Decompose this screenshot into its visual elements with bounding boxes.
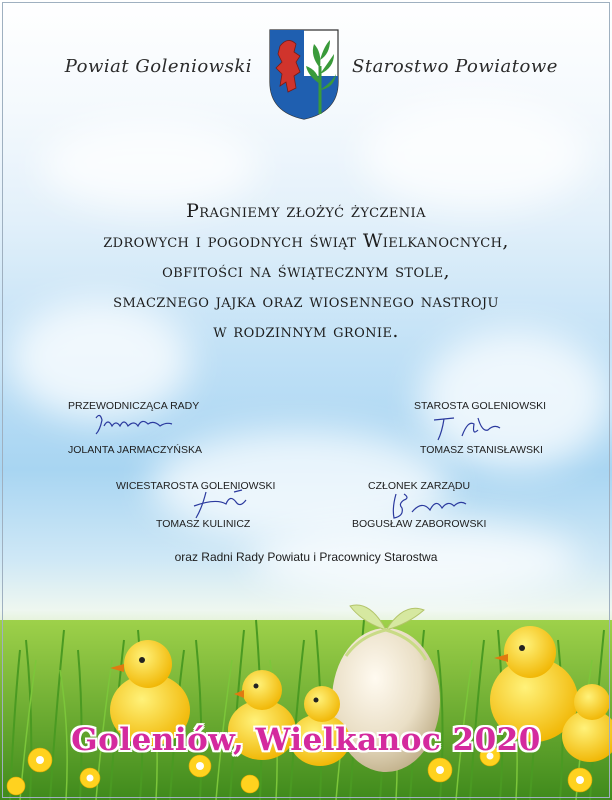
signature-name: TOMASZ KULINICZ <box>156 518 251 530</box>
signature-title: WICESTAROSTA GOLENIOWSKI <box>116 480 276 492</box>
signature-starosta <box>400 400 570 460</box>
signature-member <box>352 480 532 540</box>
greeting-line: obfitości na świątecznym stole, <box>162 260 450 282</box>
signature-chair <box>60 400 240 460</box>
signature-vice <box>116 480 306 540</box>
signature-title: CZŁONEK ZARZĄDU <box>368 480 471 492</box>
greeting-line: smacznego jajka oraz wiosennego nastroju <box>113 290 499 312</box>
greeting-text <box>20 196 592 346</box>
greeting-line: Pragniemy złożyć życzenia <box>186 200 426 222</box>
header-left-text: Powiat Goleniowski <box>64 56 252 77</box>
greeting-line: zdrowych i pogodnych świąt Wielkanocnych, <box>103 230 509 252</box>
handwritten-signature <box>428 410 518 446</box>
signature-name: JOLANTA JARMACZYŃSKA <box>68 444 202 456</box>
signature-title: STAROSTA GOLENIOWSKI <box>414 400 547 412</box>
closing-line: oraz Radni Rady Powiatu i Pracownicy Starostwa <box>174 550 438 564</box>
handwritten-signature <box>90 408 180 444</box>
signature-name: TOMASZ STANISŁAWSKI <box>420 444 543 456</box>
header-right-text: Starostwo Powiatowe <box>352 56 558 77</box>
coat-of-arms-icon <box>266 26 342 122</box>
cloud <box>360 100 590 210</box>
easter-illustration <box>0 560 612 800</box>
footer-title: Goleniów, Wielkanoc 2020 <box>71 722 541 758</box>
greeting-line: w rodzinnym gronie. <box>213 320 399 342</box>
signature-title: PRZEWODNICZĄCA RADY <box>68 400 200 412</box>
signature-name: BOGUSŁAW ZABOROWSKI <box>352 518 487 530</box>
